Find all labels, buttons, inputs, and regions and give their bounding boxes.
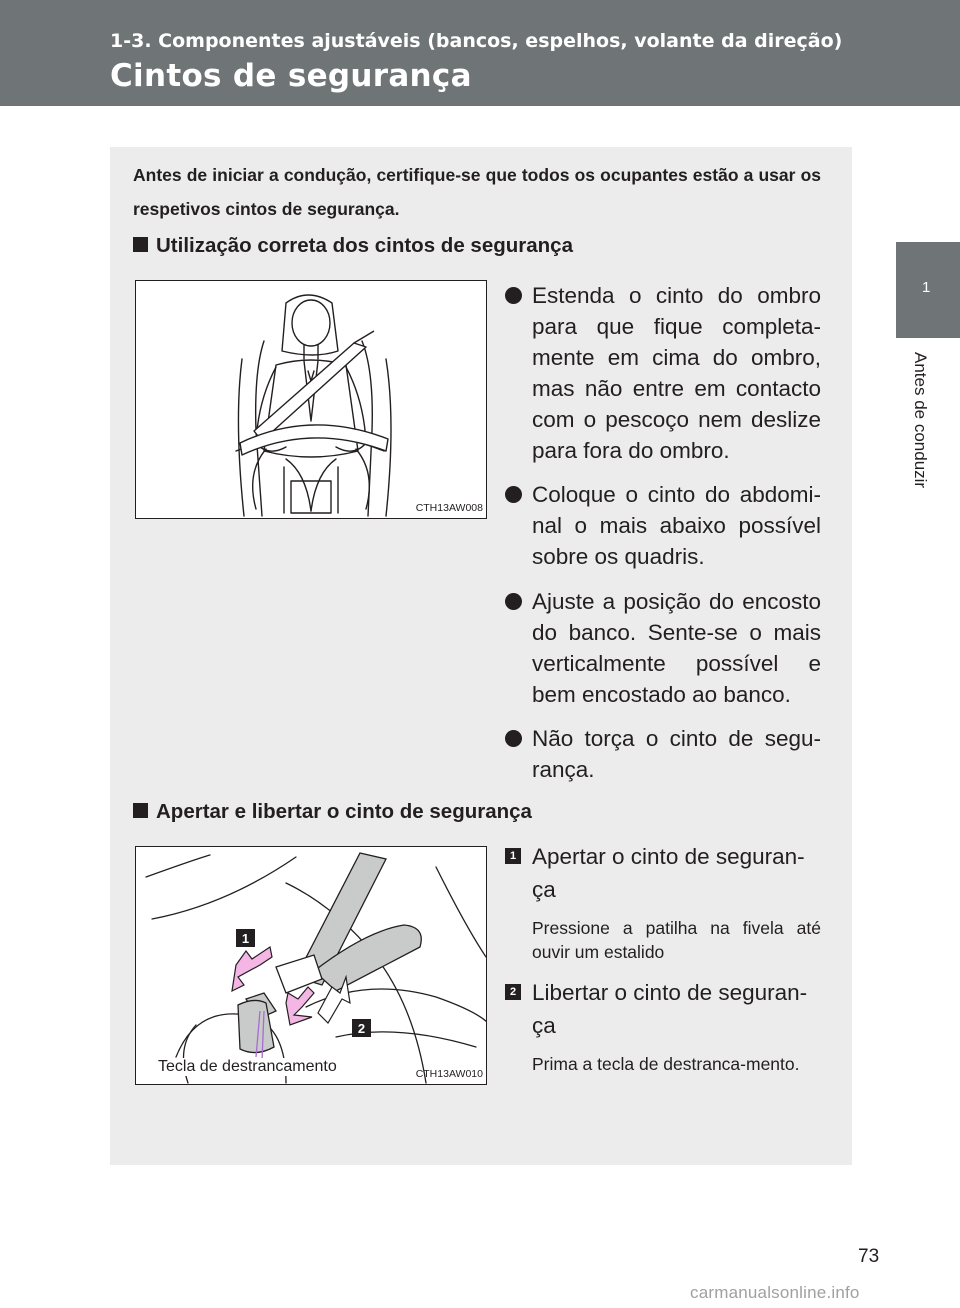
- step-release: [505, 976, 821, 1076]
- section-breadcrumb: 1-3. Componentes ajustáveis (bancos, espelhos, volante da direção): [110, 30, 843, 52]
- step-title: Apertar o cinto de seguran-ça: [532, 844, 805, 902]
- chapter-tab[interactable]: [896, 242, 960, 338]
- square-bullet-icon: [133, 237, 148, 252]
- bullet-dot-icon: [505, 593, 522, 610]
- release-key-label: Tecla de destrancamento: [158, 1058, 337, 1075]
- section-heading-correct-use: [133, 234, 573, 258]
- figure-seated-belt: [135, 280, 487, 519]
- bullet-lap-belt: Coloque o cinto do abdomi-nal o mais abaixo possível sobre os quadris.: [505, 479, 821, 572]
- chapter-tab-label: [896, 338, 960, 570]
- square-bullet-icon: [133, 803, 148, 818]
- chapter-number: 1: [922, 279, 931, 296]
- bullet-dot-icon: [505, 486, 522, 503]
- bullet-shoulder-belt: Estenda o cinto do ombro para que fique completa-mente em cima do ombro, mas não entre em contacto com o pescoço nem deslize para fora do ombro.: [505, 280, 821, 466]
- callout-1: 1: [241, 931, 250, 946]
- step-description: Prima a tecla de destranca-mento.: [532, 1054, 800, 1074]
- page-title: Cintos de segurança: [110, 58, 472, 94]
- step-number-badge: 2: [505, 984, 521, 1000]
- section-heading-text: Utilização correta dos cintos de segurança: [156, 234, 573, 257]
- callout-2: 2: [357, 1021, 366, 1036]
- bullet-dot-icon: [505, 730, 522, 747]
- chapter-label: Antes de conduzir: [911, 352, 930, 489]
- step-description: Pressione a patilha na fivela até ouvir um estalido: [532, 918, 821, 962]
- page-header: [0, 0, 960, 106]
- figure-code: CTH13AW008: [415, 502, 483, 514]
- buckle-illustration: [136, 847, 487, 1085]
- bullet-dot-icon: [505, 287, 522, 304]
- section-heading-text: Apertar e libertar o cinto de segurança: [156, 800, 532, 823]
- bullet-no-twist: Não torça o cinto de segu-rança.: [505, 723, 821, 785]
- step-number-badge: 1: [505, 848, 521, 864]
- step-fasten: [505, 840, 821, 964]
- step-title: Libertar o cinto de seguran-ça: [532, 980, 808, 1038]
- intro-text: Antes de iniciar a condução, certifique-se que todos os ocupantes estão a usar os respetivos cintos de segurança.: [133, 165, 821, 219]
- figure-buckle: [135, 846, 487, 1085]
- figure-code: CTH13AW010: [415, 1068, 483, 1080]
- seated-person-illustration: [136, 281, 487, 519]
- page-number: 73: [858, 1246, 880, 1267]
- section-heading-fasten-release: [133, 800, 532, 824]
- bullet-seatback: Ajuste a posição do encosto do banco. Sente-se o mais verticalmente possível e bem encostado ao banco.: [505, 586, 821, 710]
- footer-watermark: carmanualsonline.info: [690, 1283, 860, 1302]
